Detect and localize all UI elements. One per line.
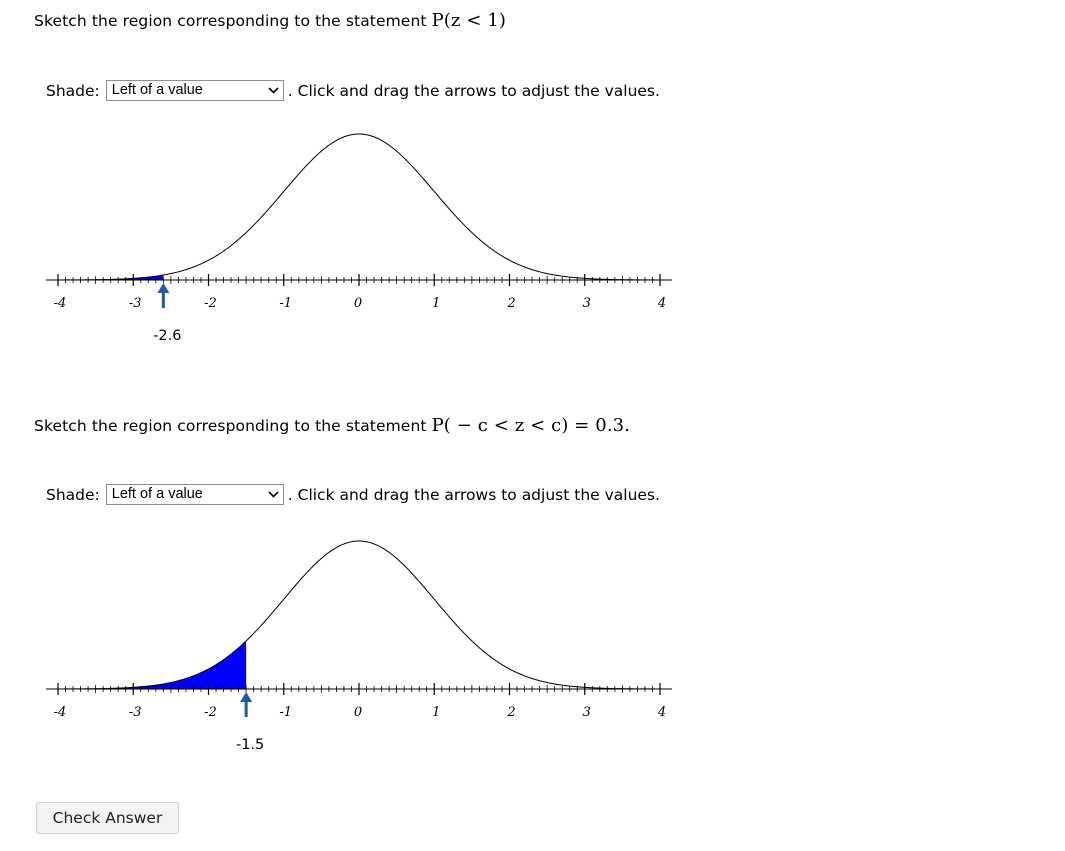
tick-label: 3 bbox=[582, 705, 591, 720]
drag-arrow-handle[interactable] bbox=[240, 692, 252, 717]
statement-text: Sketch the region corresponding to the statement bbox=[34, 417, 432, 435]
tick-label: -4 bbox=[53, 705, 67, 720]
tick-label: -3 bbox=[128, 705, 142, 720]
normal-curve-plot-2 bbox=[0, 525, 700, 765]
shaded-region bbox=[58, 641, 246, 689]
check-answer-button[interactable]: Check Answer bbox=[36, 802, 179, 834]
arrow-up-icon bbox=[157, 283, 169, 293]
shade-label: Shade: bbox=[46, 485, 100, 504]
statement-text: Sketch the region corresponding to the statement bbox=[34, 12, 432, 30]
tick-label: 2 bbox=[507, 296, 516, 311]
tick-label: -3 bbox=[128, 296, 142, 311]
tick-label: -2 bbox=[204, 296, 217, 311]
tick-label: 0 bbox=[353, 705, 363, 720]
statement-math: P(z < 1) bbox=[431, 10, 506, 31]
density-curve bbox=[58, 134, 660, 280]
density-curve bbox=[58, 541, 660, 689]
arrow-value-label: -1.5 bbox=[235, 737, 265, 753]
arrow-up-icon bbox=[240, 692, 252, 702]
question-1-shade-row bbox=[46, 80, 660, 101]
tick-label: -2 bbox=[204, 705, 217, 720]
shade-label: Shade: bbox=[46, 81, 100, 100]
shade-select[interactable] bbox=[106, 80, 284, 101]
statement-math: P( − c < z < c) = 0.3. bbox=[431, 415, 631, 436]
tick-label: -1 bbox=[279, 296, 293, 311]
chevron-down-icon bbox=[268, 81, 279, 106]
tick-label: 2 bbox=[507, 705, 516, 720]
tick-label: -4 bbox=[53, 296, 67, 311]
tick-label: 4 bbox=[657, 705, 667, 720]
instruction-text: . Click and drag the arrows to adjust the values. bbox=[287, 81, 660, 100]
tick-label: 3 bbox=[582, 296, 591, 311]
tick-label: 1 bbox=[432, 296, 441, 311]
instruction-text: . Click and drag the arrows to adjust the values. bbox=[287, 485, 660, 504]
question-2-shade-row bbox=[46, 484, 660, 505]
question-1-statement bbox=[34, 10, 506, 31]
arrow-value-label: -2.6 bbox=[153, 328, 182, 344]
tick-label: 4 bbox=[657, 296, 667, 311]
tick-label: -1 bbox=[279, 705, 293, 720]
drag-arrow-handle[interactable] bbox=[157, 283, 169, 308]
tick-label: 0 bbox=[353, 296, 363, 311]
shade-select[interactable] bbox=[106, 484, 284, 505]
shade-select-value: Left of a value bbox=[111, 486, 203, 502]
chevron-down-icon bbox=[268, 485, 279, 510]
shade-select-value: Left of a value bbox=[111, 82, 203, 98]
normal-curve-plot-1 bbox=[0, 120, 700, 350]
question-2-statement bbox=[34, 415, 630, 436]
tick-label: 1 bbox=[432, 705, 441, 720]
